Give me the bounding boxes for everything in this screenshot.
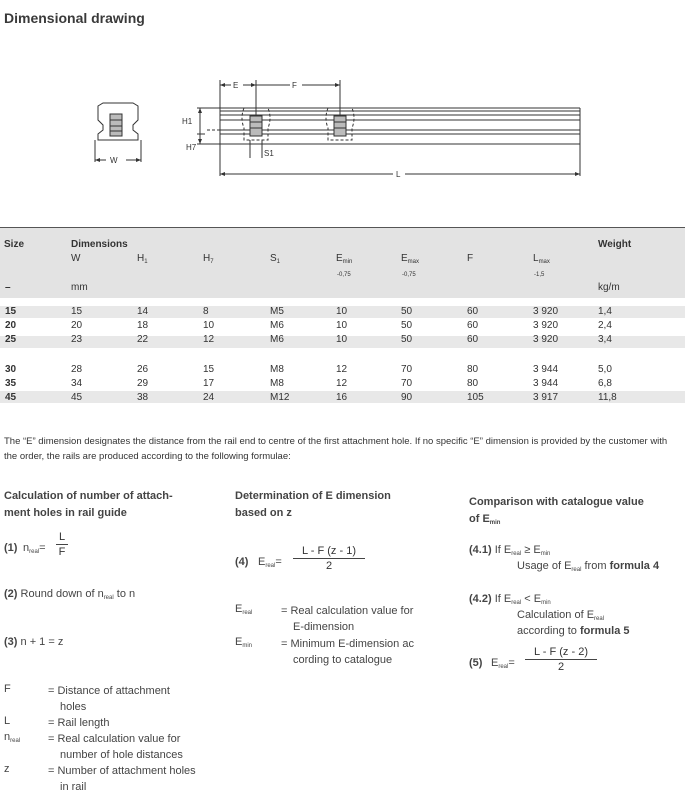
- col-f: F: [467, 253, 474, 264]
- cross-section-hole: [110, 114, 122, 136]
- formula-3: (3) n + 1 = z: [4, 636, 64, 648]
- comparison-heading: Comparison with catalogue value of $E_{min}$: [469, 496, 644, 526]
- label-f: F: [292, 81, 297, 90]
- table-cell: 12: [336, 364, 348, 375]
- table-cell: 28: [71, 364, 83, 375]
- condition-4-2-formula: according to formula 5: [517, 625, 630, 637]
- header-size: Size: [4, 239, 25, 250]
- tol-emin: -0,75: [337, 272, 351, 278]
- table-cell: 80: [467, 378, 479, 389]
- table-cell: 2,4: [598, 320, 612, 331]
- table-cell: 22: [137, 334, 149, 345]
- def-text: = Real calculation value for number of hole distances: [48, 733, 183, 761]
- def-symbol: F: [4, 683, 11, 695]
- table-cell: M6: [270, 320, 284, 331]
- table-cell: 1,4: [598, 306, 612, 317]
- table-cell: 20: [5, 320, 17, 331]
- table-cell: 3,4: [598, 334, 612, 345]
- def-text: = Distance of attachment holes: [48, 685, 170, 713]
- def-text: = Real calculation value for E-dimension: [281, 605, 414, 633]
- table-cell: 20: [71, 320, 83, 331]
- table-cell: M5: [270, 306, 284, 317]
- unit-dash: –: [5, 282, 11, 293]
- label-h1: H1: [182, 117, 193, 126]
- table-cell: M6: [270, 334, 284, 345]
- table-cell: 70: [401, 364, 413, 375]
- table-cell: 26: [137, 364, 149, 375]
- table-cell: 17: [203, 378, 215, 389]
- label-h7: H7: [186, 143, 197, 152]
- table-cell: 16: [336, 392, 348, 403]
- def-text: = Minimum E-dimension ac cording to catalogue: [281, 638, 414, 666]
- col-s1: $S_1$: [270, 253, 281, 265]
- condition-4-1-result: Usage of $E_{real}$ from formula 4: [517, 560, 660, 573]
- table-cell: 80: [467, 364, 479, 375]
- condition-4-2-result: Calculation of $E_{real}$: [517, 609, 605, 622]
- tol-lmax: -1,5: [534, 272, 545, 278]
- table-cell: 10: [336, 306, 348, 317]
- table-cell: M8: [270, 378, 284, 389]
- calc-holes-heading: Calculation of number of attach- ment holes in rail guide: [4, 490, 173, 519]
- unit-mm: mm: [71, 282, 88, 293]
- col-emax: $E_{max}$: [401, 253, 420, 265]
- e-dimension-note: The “E” dimension designates the distance from the rail end to centre of the first attachment hole. If no specific “E” dimension is provided by the customer with the order, the rails are produced according to the following formulae:: [4, 436, 668, 462]
- table-cell: 3 920: [533, 320, 559, 331]
- table-cell: 10: [336, 320, 348, 331]
- def-text: = Rail length: [48, 717, 110, 729]
- table-cell: 50: [401, 320, 413, 331]
- header-weight: Weight: [598, 239, 632, 250]
- page-title: Dimensional drawing: [4, 10, 145, 26]
- table-cell: 3 944: [533, 378, 559, 389]
- formula-4-label: (4): [235, 556, 249, 568]
- table-cell: 24: [203, 392, 215, 403]
- header-dimensions: Dimensions: [71, 239, 128, 250]
- table-cell: 6,8: [598, 378, 612, 389]
- formula-1-fraction: L F: [56, 531, 68, 558]
- table-cell: 5,0: [598, 364, 612, 375]
- label-w: W: [110, 156, 118, 165]
- table-cell: 18: [137, 320, 149, 331]
- label-l: L: [396, 170, 401, 179]
- def-symbol: $E_{real}$: [235, 603, 253, 616]
- table-cell: 15: [71, 306, 83, 317]
- def-symbol: L: [4, 715, 11, 727]
- table-cell: 50: [401, 306, 413, 317]
- table-cell: 3 920: [533, 334, 559, 345]
- rail-dimensional-drawing: [0, 70, 685, 190]
- table-cell: 45: [71, 392, 83, 403]
- formula-5-label: (5): [469, 657, 483, 669]
- table-cell: 30: [5, 364, 17, 375]
- col-h7: $H_7$: [203, 253, 214, 265]
- table-cell: 3 917: [533, 392, 559, 403]
- table-cell: 10: [336, 334, 348, 345]
- table-cell: 60: [467, 334, 479, 345]
- formula-4-fraction: L - F (z - 1) 2: [293, 545, 365, 572]
- table-cell: 15: [5, 306, 17, 317]
- table-cell: 12: [336, 378, 348, 389]
- table-cell: 15: [203, 364, 215, 375]
- table-cell: 50: [401, 334, 413, 345]
- table-cell: 12: [203, 334, 215, 345]
- table-cell: 11,8: [598, 392, 617, 403]
- table-cell: 3 944: [533, 364, 559, 375]
- table-cell: 45: [5, 392, 17, 403]
- condition-4-2: (4.2) If $E_{real} < E_{min}$: [469, 593, 551, 606]
- def-symbol: $n_{real}$: [4, 731, 21, 744]
- col-h1: $H_1$: [137, 253, 148, 265]
- formula-4-lhs: $E_{real}=$: [258, 556, 282, 569]
- table-cell: 60: [467, 306, 479, 317]
- def-text: = Number of attachment holes in rail: [48, 765, 196, 793]
- table-cell: M8: [270, 364, 284, 375]
- def-symbol: z: [4, 763, 10, 775]
- def-symbol: $E_{min}$: [235, 636, 253, 649]
- table-cell: M12: [270, 392, 290, 403]
- formula-1-lhs: $n_{real}=$: [23, 542, 46, 555]
- col-w: W: [71, 253, 81, 264]
- table-cell: 60: [467, 320, 479, 331]
- table-cell: 90: [401, 392, 413, 403]
- table-cell: 70: [401, 378, 413, 389]
- table-cell: 35: [5, 378, 17, 389]
- table-cell: 38: [137, 392, 149, 403]
- col-lmax: $L_{max}$: [533, 253, 550, 265]
- tol-emax: -0,75: [402, 272, 416, 278]
- condition-4-1: (4.1) If $E_{real} \ge E_{min}$: [469, 544, 551, 557]
- formula-5-fraction: L - F (z - 2) 2: [525, 646, 597, 673]
- label-s1: S1: [264, 149, 274, 158]
- formula-1-label: (1): [4, 542, 18, 554]
- table-cell: 25: [5, 334, 17, 345]
- unit-kgm: kg/m: [598, 282, 620, 293]
- table-cell: 34: [71, 378, 83, 389]
- table-cell: 29: [137, 378, 149, 389]
- table-cell: 105: [467, 392, 484, 403]
- table-cell: 3 920: [533, 306, 559, 317]
- col-emin: $E_{min}$: [336, 253, 353, 265]
- formula-5-lhs: $E_{real}=$: [491, 657, 515, 670]
- table-cell: 8: [203, 306, 209, 317]
- formula-2: (2) Round down of $n_{real}$ to n: [4, 588, 136, 601]
- label-e: E: [233, 81, 239, 90]
- determine-e-heading: Determination of E dimension based on z: [235, 490, 391, 519]
- table-cell: 10: [203, 320, 215, 331]
- table-cell: 23: [71, 334, 83, 345]
- table-cell: 14: [137, 306, 149, 317]
